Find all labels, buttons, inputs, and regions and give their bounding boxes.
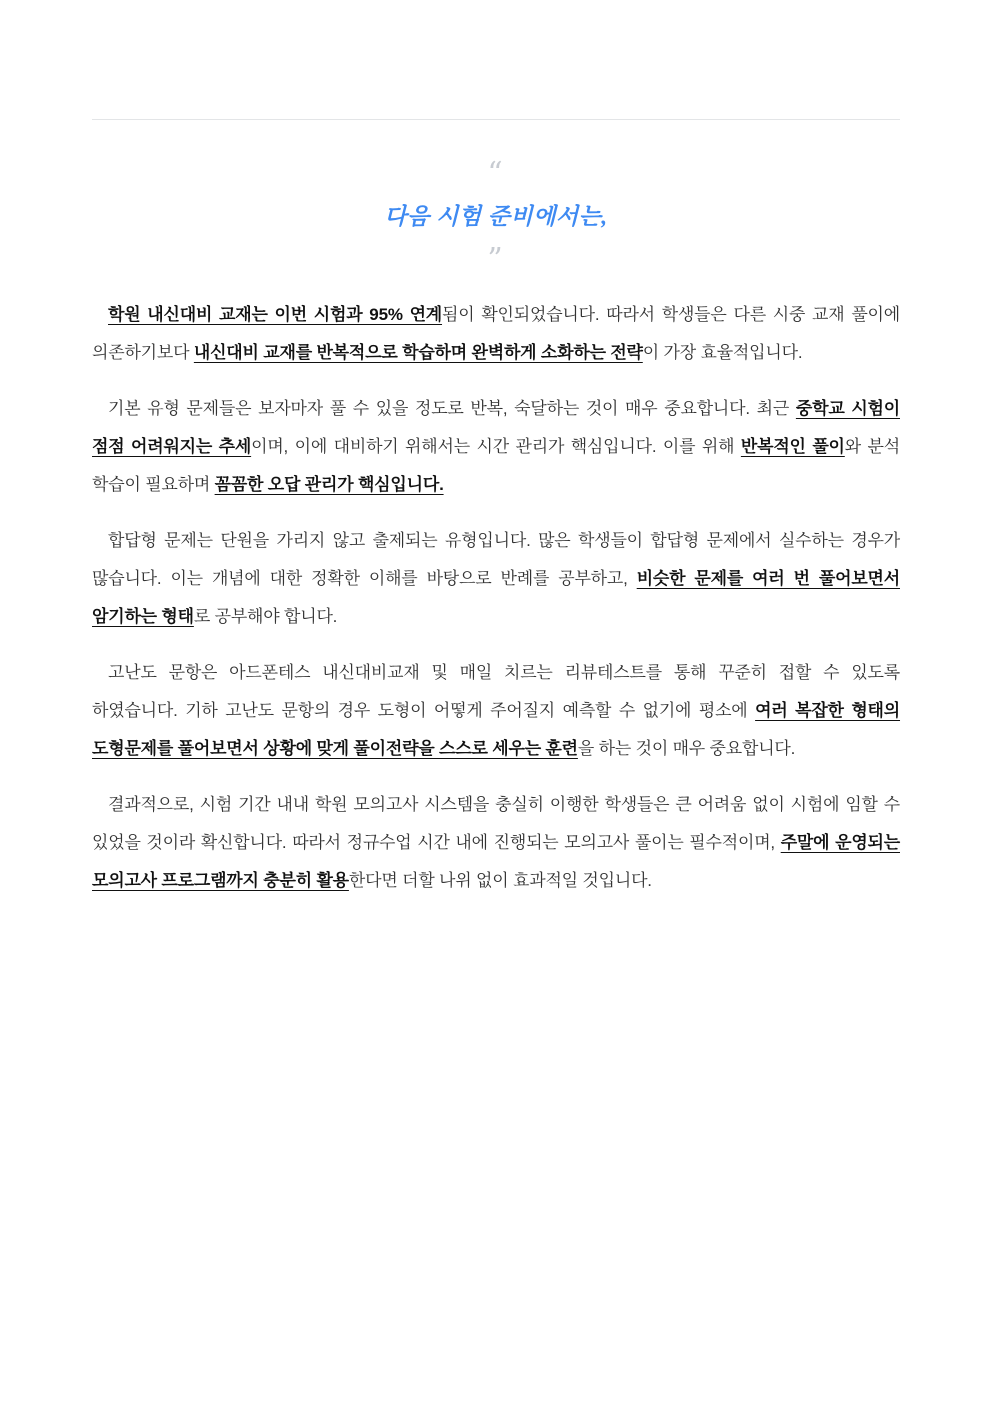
emphasized-text-run: 학원 내신대비 교재는 이번 시험과 95% 연계 — [108, 305, 443, 324]
text-run: 고난도 문항은 아드폰테스 내신대비교재 및 매일 치르는 리뷰테스트를 통해 꾸준히 접할 수 있도록 하였습니다. 기하 고난도 문항의 경우 도형이 어떻게 주어질지 예측할 수 없기에 평소에 — [92, 663, 900, 720]
paragraph-3 — [92, 522, 900, 636]
text-run: 기본 유형 문제들은 보자마자 풀 수 있을 정도로 반복, 숙달하는 것이 매우 중요합니다. 최근 — [108, 399, 796, 418]
emphasized-text-run: 반복적인 풀이 — [740, 437, 845, 456]
text-run: 로 공부해야 합니다. — [193, 607, 338, 626]
paragraph-2 — [92, 390, 900, 504]
quote-block — [92, 156, 900, 277]
text-run: 한다면 더할 나위 없이 효과적일 것입니다. — [348, 871, 652, 890]
text-run: 와 분석 학습이 필요하며 — [92, 437, 900, 494]
body-paragraphs — [92, 296, 900, 900]
paragraph-5 — [92, 786, 900, 900]
text-run: 이며, 이에 대비하기 위해서는 시간 관리가 핵심입니다. 이를 위해 — [251, 437, 741, 456]
emphasized-text-run: 여러 복잡한 형태의 도형문제를 풀어보면서 상황에 맞게 풀이전략을 스스로 세우는 훈련 — [92, 701, 901, 758]
text-run: 됨이 확인되었습니다. 따라서 학생들은 다른 시중 교재 풀이에 의존하기보다 — [92, 305, 900, 362]
text-run: 이 가장 효율적입니다. — [642, 343, 803, 362]
text-run: 합답형 문제는 단원을 가리지 않고 출제되는 유형입니다. 많은 학생들이 합답형 문제에서 실수하는 경우가 많습니다. 이는 개념에 대한 정확한 이해를 바탕으로 반례를 공부하고, — [92, 531, 900, 588]
paragraph-1 — [92, 296, 900, 372]
emphasized-text-run: 비슷한 문제를 여러 번 풀어보면서 암기하는 형태 — [92, 569, 900, 626]
close-quote-icon: ” — [487, 242, 505, 277]
top-divider — [92, 119, 900, 120]
emphasized-text-run: 꼼꼼한 오답 관리가 핵심입니다. — [214, 475, 444, 494]
section-heading: 다음 시험 준비에서는, — [384, 204, 608, 229]
emphasized-text-run: 중학교 시험이 점점 어려워지는 추세 — [92, 399, 900, 456]
document-content — [92, 119, 900, 900]
text-run: 을 하는 것이 매우 중요합니다. — [577, 739, 796, 758]
emphasized-text-run: 주말에 운영되는 모의고사 프로그램까지 충분히 활용 — [92, 833, 900, 890]
text-run: 결과적으로, 시험 기간 내내 학원 모의고사 시스템을 충실히 이행한 학생들은 큰 어려움 없이 시험에 임할 수 있었을 것이라 확신합니다. 따라서 정규수업 시간 내에 진행되는 모의고사 풀이는 필수적이며, — [92, 795, 900, 852]
emphasized-text-run: 내신대비 교재를 반복적으로 학습하며 완벽하게 소화하는 전략 — [193, 343, 643, 362]
open-quote-icon: “ — [487, 156, 505, 191]
paragraph-4 — [92, 654, 900, 768]
